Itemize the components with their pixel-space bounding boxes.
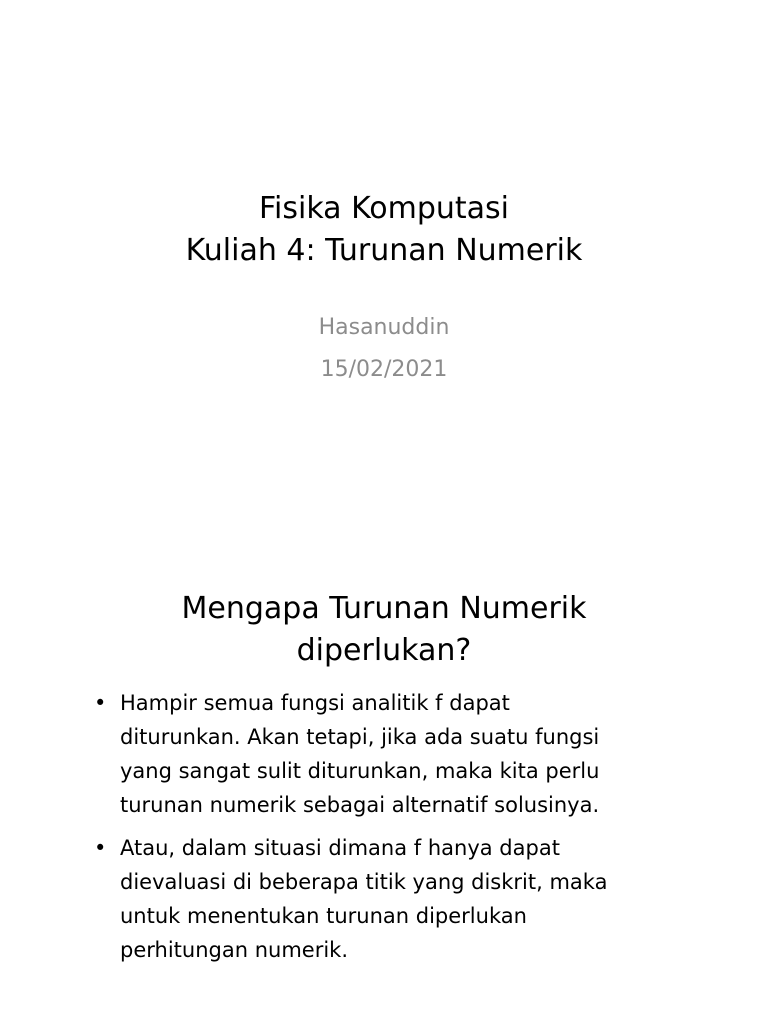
bullet-text-line: turunan numerik sebagai alternatif solusinya. (120, 793, 600, 817)
title-line-1: Fisika Komputasi (258, 191, 510, 226)
bullet-text-line: Hampir semua fungsi analitik f dapat (120, 691, 510, 715)
bullet-text-line: perhitungan numerik. (120, 938, 348, 962)
bullet-text-line: Atau, dalam situasi dimana f hanya dapat (120, 836, 560, 860)
author-name: Hasanuddin (318, 315, 450, 340)
lecture-date: 15/02/2021 (320, 357, 448, 382)
bullet-text-line: untuk menentukan turunan diperlukan (120, 904, 527, 928)
title-line-2: Kuliah 4: Turunan Numerik (185, 233, 583, 268)
slide-title (0, 188, 768, 272)
heading-line-1: Mengapa Turunan Numerik (181, 591, 587, 626)
bullet-dot-icon: • (94, 836, 107, 860)
content-slide (0, 512, 768, 1024)
bullet-text-line: diturunkan. Akan tetapi, jika ada suatu fungsi (120, 725, 600, 749)
slide-subtitle (0, 307, 768, 391)
slide-heading (0, 588, 768, 672)
bullet-list (92, 686, 692, 976)
bullet-text-line: dievaluasi di beberapa titik yang diskrit, maka (120, 870, 608, 894)
bullet-text-line: yang sangat sulit diturunkan, maka kita perlu (120, 759, 600, 783)
bullet-item-1 (92, 686, 692, 822)
bullet-dot-icon: • (94, 691, 107, 715)
heading-line-2: diperlukan? (296, 633, 472, 668)
bullet-item-2 (92, 831, 692, 967)
